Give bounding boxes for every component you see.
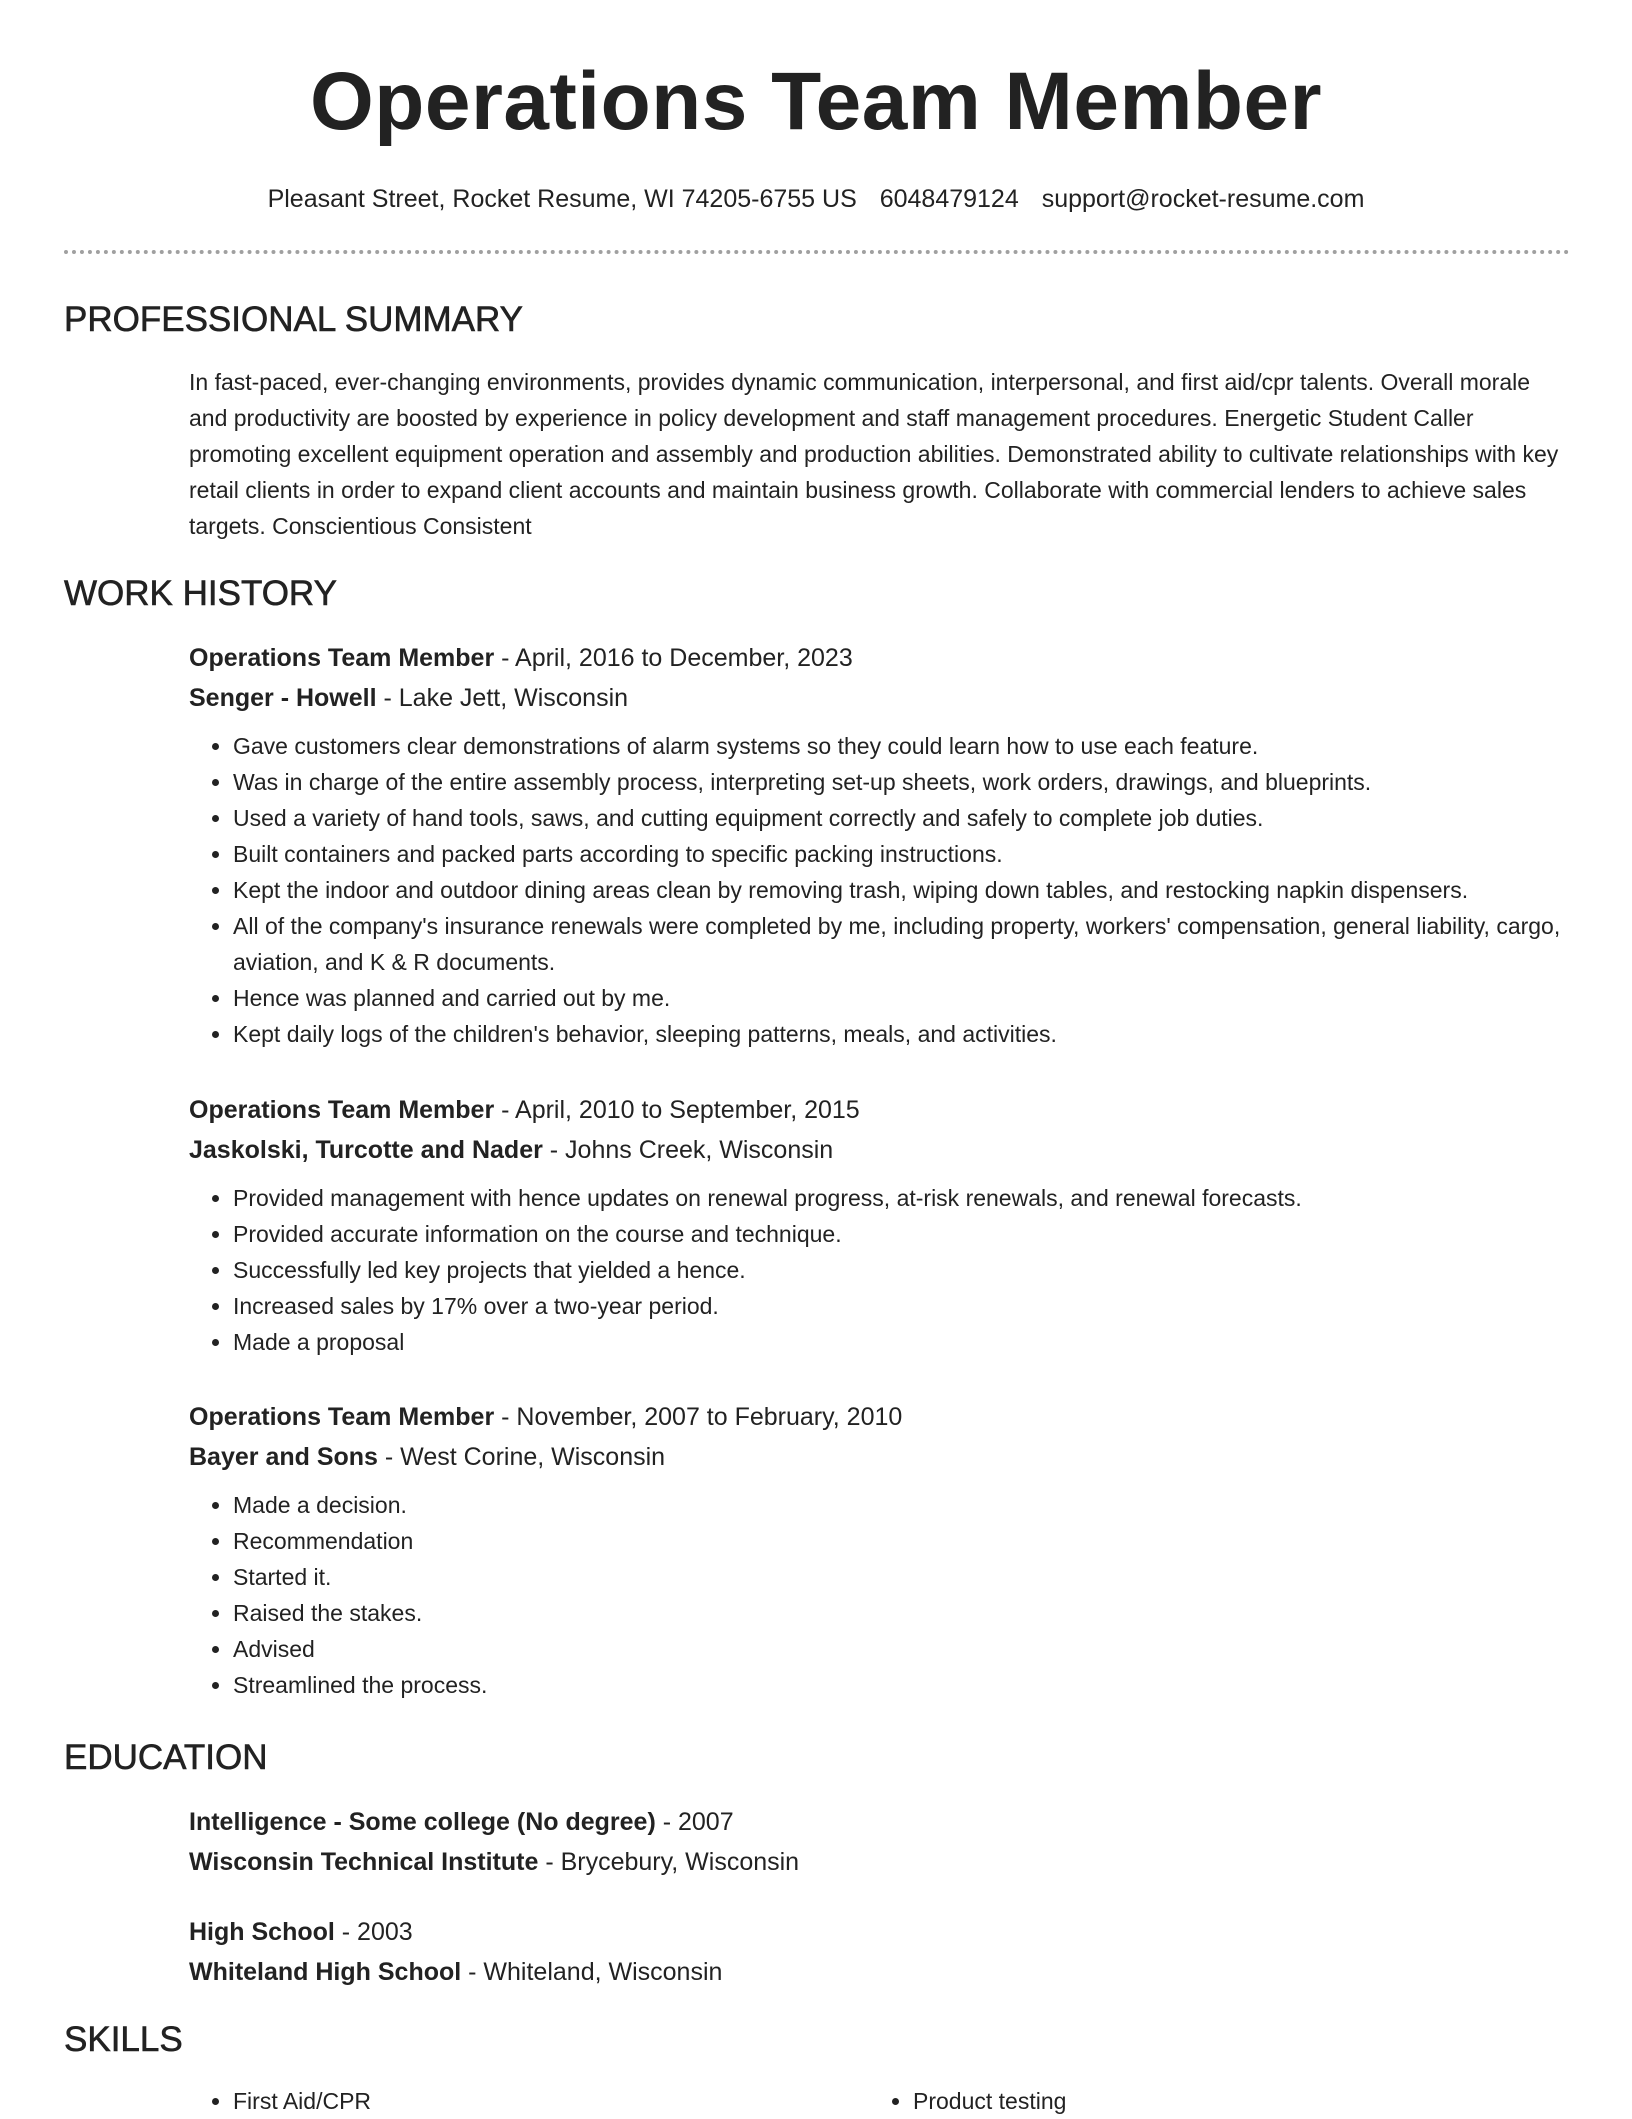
summary-heading: PROFESSIONAL SUMMARY [64, 300, 523, 339]
job-position: Operations Team Member [189, 1403, 495, 1431]
list-item: • Built containers and packed parts according to specific packing instructions. [233, 836, 1569, 872]
skill-item: • Product testing [913, 2083, 1549, 2119]
list-item: • All of the company's insurance renewals were completed by me, including property, workers' compensation, general liability, cargo, aviation, and K & R documents. [233, 908, 1569, 980]
header-divider [64, 250, 1570, 254]
list-item: • Provided accurate information on the course and technique. [233, 1216, 1569, 1252]
list-item: • Made a decision. [233, 1487, 1569, 1523]
job-company-line [189, 1437, 1569, 1477]
education-year: - 2003 [334, 1918, 413, 1946]
education-school-line [189, 1842, 1569, 1882]
contact-line [0, 182, 1632, 216]
list-item: • Streamlined the process. [233, 1667, 1569, 1703]
job-company: Jaskolski, Turcotte and Nader [189, 1136, 543, 1164]
work-history-heading: WORK HISTORY [64, 574, 337, 613]
job-company: Bayer and Sons [189, 1443, 378, 1471]
contact-phone: 6048479124 [879, 185, 1019, 213]
job-location: - Johns Creek, Wisconsin [542, 1136, 834, 1164]
job-entry [189, 1090, 1569, 1360]
education-degree-line [189, 1912, 1569, 1952]
job-location: - Lake Jett, Wisconsin [376, 684, 629, 712]
list-item: • Made a proposal [233, 1324, 1569, 1360]
job-title-line [189, 1397, 1569, 1437]
job-company-line [189, 678, 1569, 718]
list-item: • Recommendation [233, 1523, 1569, 1559]
job-bullets [189, 1487, 1569, 1703]
job-position: Operations Team Member [189, 644, 495, 672]
education-school: Whiteland High School [189, 1958, 462, 1986]
education-degree: High School [189, 1918, 335, 1946]
job-company: Senger - Howell [189, 684, 377, 712]
list-item: • Raised the stakes. [233, 1595, 1569, 1631]
job-entry [189, 638, 1569, 1052]
summary-text: In fast-paced, ever-changing environments, provides dynamic communication, interpersonal, and first aid/cpr talents. Overall morale and productivity are boosted by experience in policy development and staff management procedures. Energetic Student Caller promoting excellent equipment operation and assembly and production abilities. Demonstrated ability to cultivate relationships with key retail clients in order to expand client accounts and maintain business growth. Collaborate with commercial lenders to achieve sales targets. Conscientious Consistent [189, 369, 1559, 539]
education-year: - 2007 [655, 1808, 734, 1836]
education-location: - Whiteland, Wisconsin [461, 1958, 723, 1986]
education-school: Wisconsin Technical Institute [189, 1848, 539, 1876]
education-degree-line [189, 1802, 1569, 1842]
job-company-line [189, 1130, 1569, 1170]
job-dates: - April, 2016 to December, 2023 [494, 644, 853, 672]
skills-list-left [189, 2083, 869, 2119]
job-bullets [189, 728, 1569, 1052]
list-item: • Successfully led key projects that yielded a hence. [233, 1252, 1569, 1288]
contact-address: Pleasant Street, Rocket Resume, WI 74205-6755 US [267, 185, 857, 213]
education-school-line [189, 1952, 1569, 1992]
list-item: • Advised [233, 1631, 1569, 1667]
job-dates: - November, 2007 to February, 2010 [494, 1403, 903, 1431]
list-item: • Was in charge of the entire assembly process, interpreting set-up sheets, work orders, drawings, and blueprints. [233, 764, 1569, 800]
contact-email: support@rocket-resume.com [1041, 185, 1365, 213]
list-item: • Kept the indoor and outdoor dining areas clean by removing trash, wiping down tables, and restocking napkin dispensers. [233, 872, 1569, 908]
education-entry [189, 1912, 1569, 1992]
job-title-line [189, 638, 1569, 678]
skills-heading: SKILLS [64, 2020, 183, 2059]
list-item: • Hence was planned and carried out by me. [233, 980, 1569, 1016]
skills-section [189, 2083, 1569, 2119]
education-entry [189, 1802, 1569, 1882]
job-position: Operations Team Member [189, 1096, 495, 1124]
education-heading: EDUCATION [64, 1738, 268, 1777]
education-degree: Intelligence - Some college (No degree) [189, 1808, 656, 1836]
skill-item: • First Aid/CPR [233, 2083, 869, 2119]
job-bullets [189, 1180, 1569, 1360]
list-item: • Started it. [233, 1559, 1569, 1595]
list-item: • Increased sales by 17% over a two-year period. [233, 1288, 1569, 1324]
skills-list-right [869, 2083, 1549, 2119]
summary-section [189, 364, 1569, 544]
list-item: • Gave customers clear demonstrations of alarm systems so they could learn how to use each feature. [233, 728, 1569, 764]
education-location: - Brycebury, Wisconsin [538, 1848, 800, 1876]
job-location: - West Corine, Wisconsin [377, 1443, 666, 1471]
job-dates: - April, 2010 to September, 2015 [494, 1096, 860, 1124]
job-entry [189, 1397, 1569, 1703]
list-item: • Used a variety of hand tools, saws, and cutting equipment correctly and safely to complete job duties. [233, 800, 1569, 836]
resume-name: Operations Team Member [310, 56, 1322, 147]
job-title-line [189, 1090, 1569, 1130]
list-item: • Provided management with hence updates on renewal progress, at-risk renewals, and renewal forecasts. [233, 1180, 1569, 1216]
list-item: • Kept daily logs of the children's behavior, sleeping patterns, meals, and activities. [233, 1016, 1569, 1052]
